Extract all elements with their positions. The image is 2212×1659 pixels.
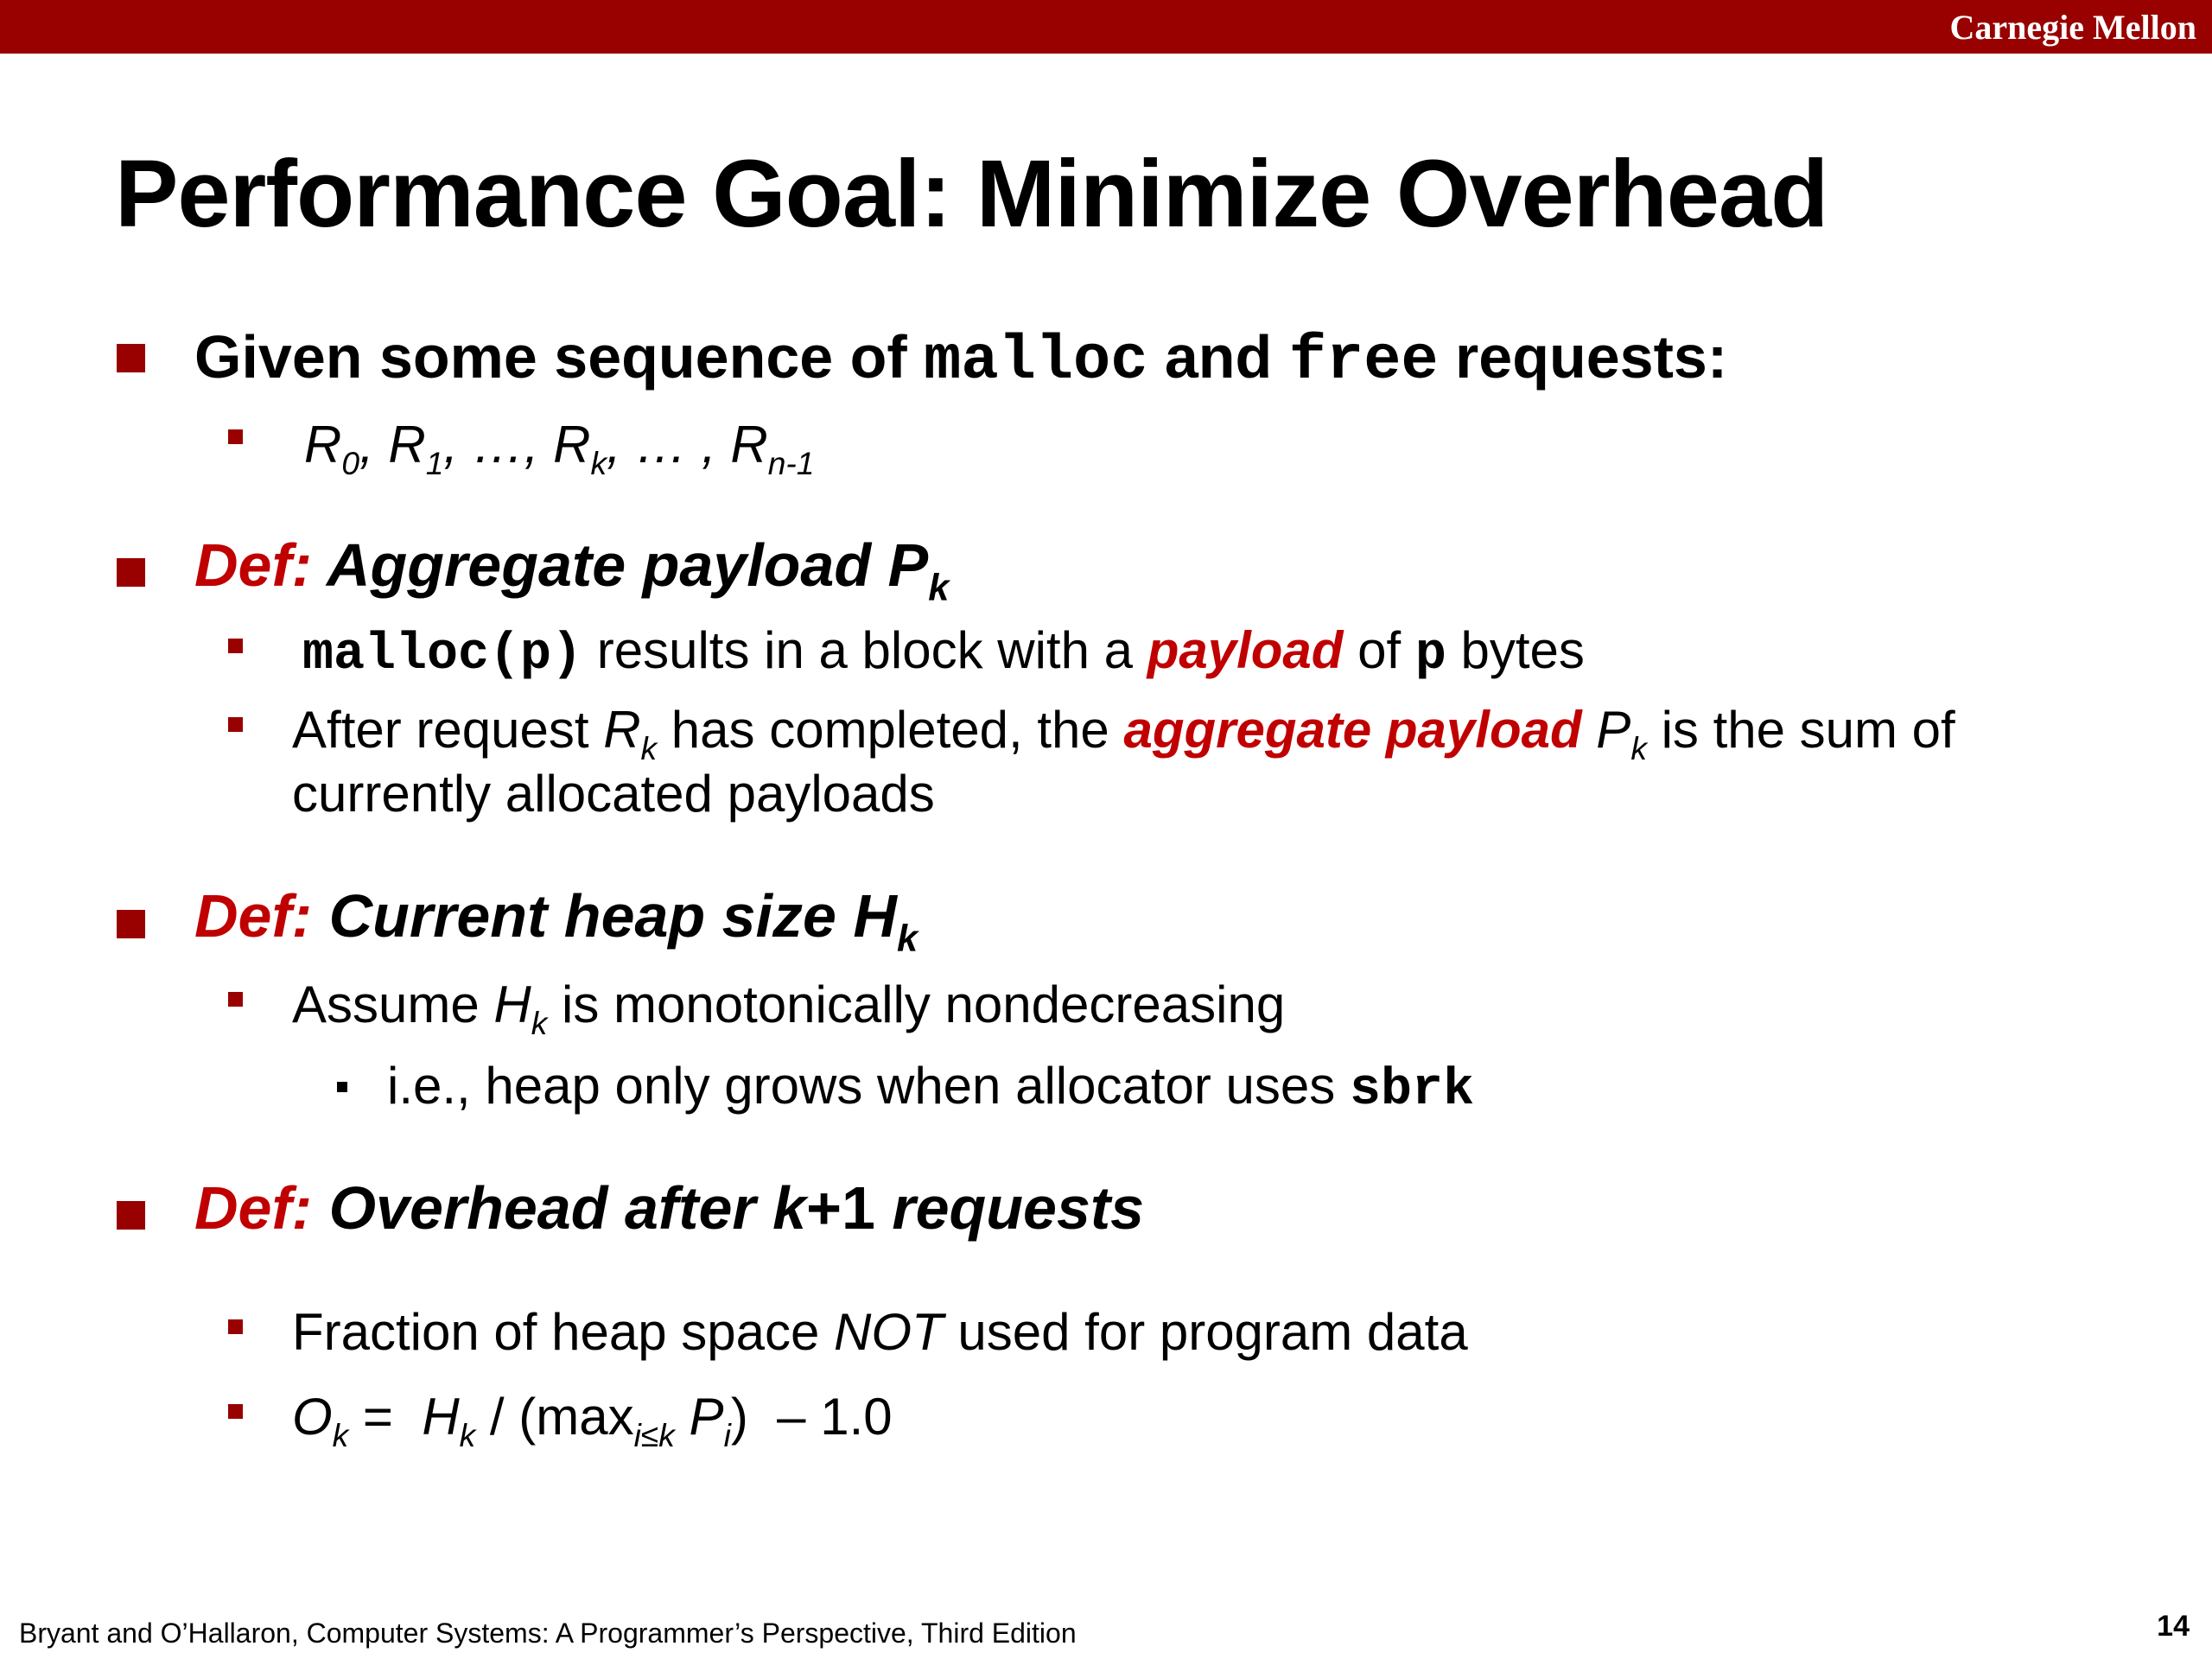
def-overhead bbox=[194, 1173, 1144, 1243]
overhead-formula bbox=[292, 1387, 893, 1454]
text: Assume bbox=[292, 976, 494, 1033]
code-free: free bbox=[1288, 326, 1439, 397]
subscript: i bbox=[723, 1417, 731, 1454]
bullet-fraction bbox=[292, 1302, 1468, 1363]
text: has completed, the bbox=[657, 701, 1124, 759]
subscript: k bbox=[531, 1005, 548, 1042]
var-r: R bbox=[730, 416, 768, 474]
bullet-square-tiny bbox=[337, 1082, 347, 1092]
text: results in a block with a bbox=[582, 621, 1147, 679]
bullet-monotonic bbox=[292, 975, 1286, 1042]
text: bytes bbox=[1446, 621, 1585, 679]
subscript: k bbox=[928, 567, 950, 609]
heading-plus-one: +1 bbox=[806, 1174, 875, 1242]
var-h: H bbox=[493, 976, 531, 1033]
header-bar bbox=[0, 0, 2212, 54]
bullet-square bbox=[117, 910, 145, 938]
subscript: n-1 bbox=[767, 445, 815, 482]
text: used for program data bbox=[943, 1303, 1468, 1361]
subscript: k bbox=[459, 1417, 476, 1454]
text: Fraction of heap space bbox=[292, 1303, 835, 1361]
var-r: R bbox=[304, 416, 342, 474]
text: requests: bbox=[1438, 323, 1728, 391]
code-p: p bbox=[1414, 626, 1446, 684]
bullet-square-small bbox=[228, 717, 243, 732]
subscript: 1 bbox=[425, 445, 444, 482]
bullet-square bbox=[117, 1201, 145, 1230]
bullet-square bbox=[117, 558, 145, 587]
text: is the sum of bbox=[1646, 701, 1955, 759]
text: / (max bbox=[475, 1388, 634, 1446]
text: i.e., heap only grows when allocator uses bbox=[387, 1057, 1350, 1115]
emphasis: payload bbox=[1147, 621, 1344, 679]
page-number: 14 bbox=[2157, 1610, 2190, 1643]
bullet-square-small bbox=[228, 992, 243, 1007]
text: After request bbox=[292, 701, 604, 759]
def-label: Def: bbox=[194, 531, 313, 599]
code-sbrk: sbrk bbox=[1349, 1061, 1474, 1120]
emphasis-not: NOT bbox=[834, 1303, 944, 1361]
var-p: P bbox=[674, 1388, 724, 1446]
bullet-sbrk bbox=[387, 1056, 1474, 1121]
brand-label: Carnegie Mellon bbox=[1949, 8, 2196, 47]
bullet-square-small bbox=[228, 429, 243, 444]
subscript: k bbox=[896, 918, 918, 960]
var-k: k bbox=[772, 1174, 807, 1242]
code-malloc-p: malloc(p) bbox=[302, 626, 583, 684]
def-heap-size bbox=[194, 881, 918, 960]
def-label: Def: bbox=[194, 1174, 313, 1242]
footer-citation: Bryant and O’Hallaron, Computer Systems: A Programmer’s Perspective, Third Edition bbox=[19, 1618, 1077, 1649]
slide-title: Performance Goal: Minimize Overhead bbox=[115, 141, 1828, 247]
ellipsis: , … , bbox=[607, 416, 731, 474]
bullet-square-small bbox=[228, 1319, 243, 1334]
subscript: k bbox=[1630, 730, 1647, 767]
var-r: R bbox=[603, 701, 641, 759]
subscript: k bbox=[590, 445, 607, 482]
var-o: O bbox=[292, 1388, 333, 1446]
request-sequence: $R_0$, $R_1$, …, $R_k$, … , $R_{n-1}$ bbox=[304, 416, 815, 482]
subscript: k bbox=[640, 730, 658, 767]
bullet-square bbox=[117, 344, 145, 372]
emphasis: aggregate payload bbox=[1123, 701, 1582, 759]
heading: Current heap size H bbox=[328, 882, 897, 950]
bullet-aggregate-definition-cont: currently allocated payloads bbox=[292, 765, 935, 823]
var-r: R bbox=[553, 416, 591, 474]
subscript: i≤k bbox=[633, 1417, 675, 1454]
heading: Aggregate payload P bbox=[326, 531, 929, 599]
code-malloc: malloc bbox=[924, 326, 1148, 397]
bullet-malloc-payload bbox=[302, 620, 1585, 685]
var-p: P bbox=[1581, 701, 1631, 759]
text: of bbox=[1343, 621, 1415, 679]
def-label: Def: bbox=[194, 882, 313, 950]
def-aggregate-payload bbox=[194, 531, 950, 609]
equals: = bbox=[348, 1388, 423, 1446]
bullet-square-small bbox=[228, 1404, 243, 1419]
bullet-aggregate-definition bbox=[292, 700, 1955, 767]
var-h: H bbox=[422, 1388, 460, 1446]
bullet-square-small bbox=[228, 639, 243, 653]
text: is monotonically nondecreasing bbox=[547, 976, 1286, 1033]
heading: requests bbox=[874, 1174, 1145, 1242]
bullet-requests bbox=[194, 322, 1727, 396]
ellipsis: , …, bbox=[443, 416, 554, 474]
subscript: 0 bbox=[341, 445, 360, 482]
subscript: k bbox=[332, 1417, 349, 1454]
text: Given some sequence of bbox=[194, 323, 925, 391]
text: ) – 1.0 bbox=[730, 1388, 893, 1446]
text: and bbox=[1147, 323, 1289, 391]
heading: Overhead after bbox=[328, 1174, 773, 1242]
var-r: R bbox=[388, 416, 426, 474]
